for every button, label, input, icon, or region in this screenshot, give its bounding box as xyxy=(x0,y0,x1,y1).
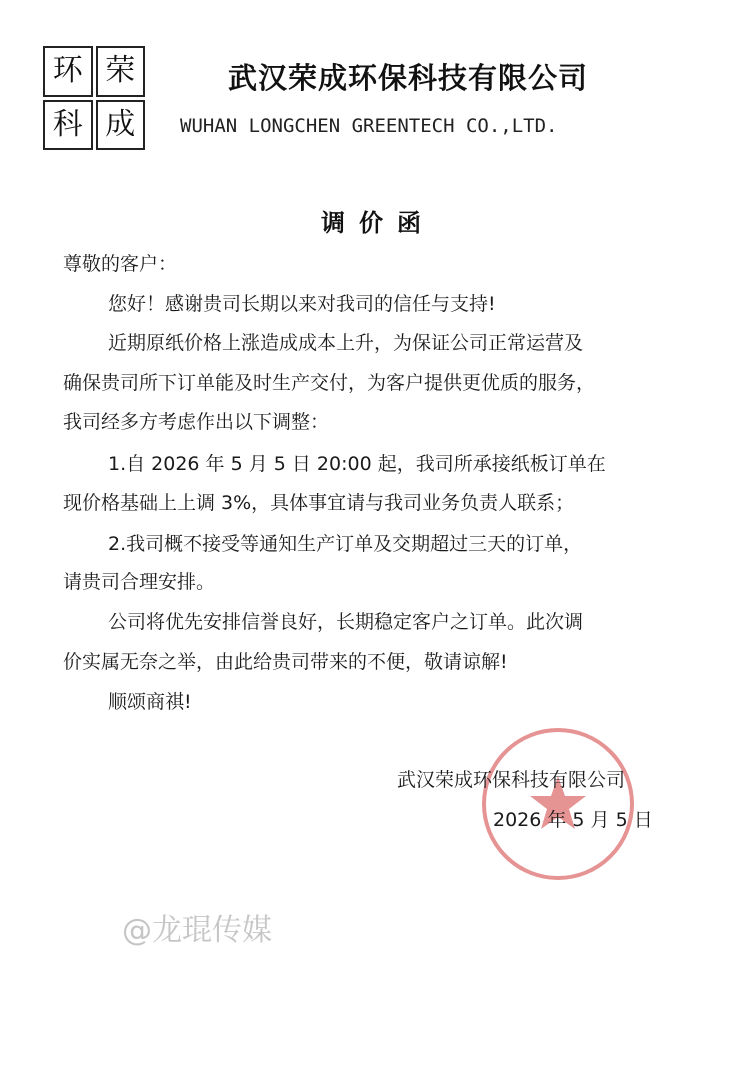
logo-char: 成 xyxy=(96,100,146,151)
company-logo xyxy=(43,46,145,150)
letter-line: 我司经多方考虑作出以下调整： xyxy=(63,411,330,433)
letter-line: 价实属无奈之举，由此给贵司带来的不便，敬请谅解! xyxy=(63,651,508,673)
watermark: @龙琨传媒 xyxy=(122,913,272,948)
letter-line: 1.自 2026 年 5 月 5 日 20:00 起，我司所承接纸板订单在 xyxy=(108,453,606,475)
letter-line: 公司将优先安排信誉良好，长期稳定客户之订单。此次调 xyxy=(108,611,584,633)
salutation: 尊敬的客户： xyxy=(63,253,178,275)
letter-line: 2.我司概不接受等通知生产订单及交期超过三天的订单， xyxy=(108,533,583,555)
letter-line: 您好！感谢贵司长期以来对我司的信任与支持! xyxy=(108,293,496,315)
signature-date: 2026 年 5 月 5 日 xyxy=(493,809,653,831)
closing: 顺颂商祺! xyxy=(108,691,192,713)
logo-char: 荣 xyxy=(96,46,146,97)
company-name-cn: 武汉荣成环保科技有限公司 xyxy=(228,61,589,95)
company-seal xyxy=(478,724,638,884)
signature-company: 武汉荣成环保科技有限公司 xyxy=(397,769,626,791)
letter-line: 现价格基础上上调 3%，具体事宜请与我司业务负责人联系； xyxy=(63,492,575,514)
company-name-en: WUHAN LONGCHEN GREENTECH CO.,LTD. xyxy=(180,115,558,137)
letter-title: 调价函 xyxy=(321,209,435,237)
logo-char: 科 xyxy=(43,100,93,151)
letter-line: 请贵司合理安排。 xyxy=(63,571,216,593)
letter-line: 近期原纸价格上涨造成成本上升，为保证公司正常运营及 xyxy=(108,332,584,354)
letter-line: 确保贵司所下订单能及时生产交付，为客户提供更优质的服务， xyxy=(63,372,596,394)
logo-char: 环 xyxy=(43,46,93,97)
